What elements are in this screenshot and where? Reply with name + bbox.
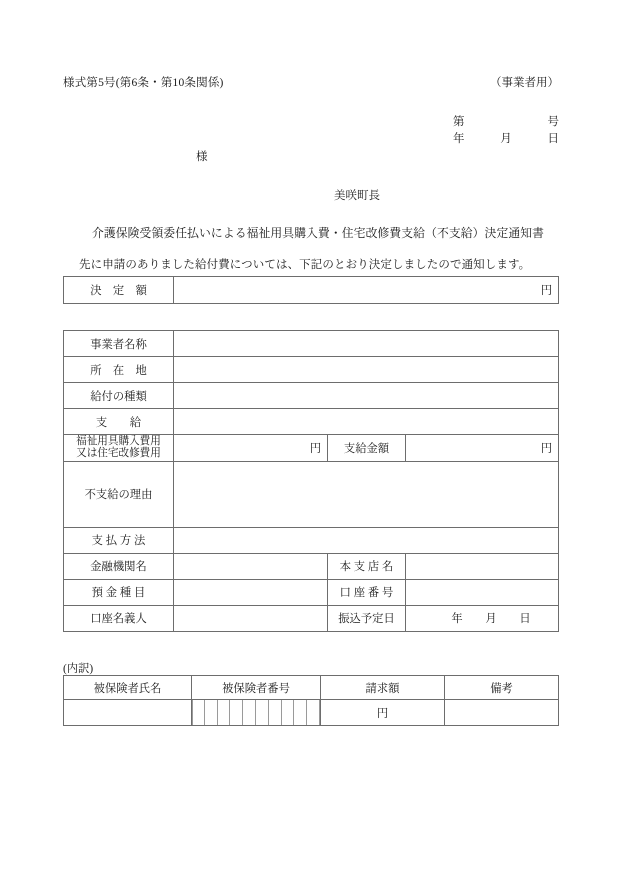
table-header-row	[64, 676, 559, 700]
decision-amount-label: 決 定 額	[64, 277, 174, 304]
cost-label-line2: 又は住宅改修費用	[76, 447, 161, 459]
remarks-header: 備考	[445, 676, 559, 700]
transfer-date-value[interactable]	[406, 605, 559, 631]
table-row	[64, 605, 559, 631]
table-row	[64, 409, 559, 435]
payment-value[interactable]	[174, 409, 559, 435]
account-number-value[interactable]	[406, 579, 559, 605]
insured-number-value[interactable]	[192, 700, 321, 726]
decision-amount-unit: 円	[540, 285, 552, 297]
insured-number-header: 被保険者番号	[192, 676, 321, 700]
cost-amount-unit: 円	[309, 442, 321, 455]
bank-name-label: 金融機関名	[64, 553, 174, 579]
decision-amount-value[interactable]	[174, 277, 559, 304]
issuer-name: 美咲町長	[334, 190, 380, 202]
document-number-line	[453, 113, 559, 129]
insured-number-cell-grid	[192, 700, 320, 725]
insured-number-digit-box[interactable]	[243, 700, 256, 725]
table-row	[64, 700, 559, 726]
table-row	[64, 553, 559, 579]
address-label: 所 在 地	[64, 357, 174, 383]
transfer-date-month: 月	[485, 613, 497, 626]
account-holder-value[interactable]	[174, 605, 328, 631]
table-row	[64, 331, 559, 357]
payment-method-label: 支 払 方 法	[64, 527, 174, 553]
insured-number-digit-box[interactable]	[282, 700, 295, 725]
payment-label: 支 給	[64, 409, 174, 435]
insured-name-header: 被保険者氏名	[64, 676, 192, 700]
table-row	[64, 383, 559, 409]
transfer-date-label: 振込予定日	[328, 605, 406, 631]
document-date-year: 年	[453, 133, 465, 145]
business-name-value[interactable]	[174, 331, 559, 357]
document-number-prefix: 第	[453, 116, 465, 128]
insured-number-digit-box[interactable]	[218, 700, 231, 725]
table-row	[64, 527, 559, 553]
transfer-date-fields	[406, 610, 558, 626]
branch-name-label: 本 支 店 名	[328, 553, 406, 579]
decision-amount-table	[63, 276, 559, 304]
transfer-date-day: 日	[519, 613, 531, 626]
cost-label	[64, 435, 174, 462]
insured-number-digit-box[interactable]	[269, 700, 282, 725]
benefit-type-value[interactable]	[174, 383, 559, 409]
table-row	[64, 435, 559, 462]
table-row	[64, 579, 559, 605]
breakdown-title: (内訳)	[63, 663, 94, 675]
granted-amount-label: 支給金額	[328, 435, 406, 462]
detail-table	[63, 330, 559, 632]
table-row	[64, 277, 559, 304]
claim-amount-header: 請求額	[321, 676, 445, 700]
transfer-date-year: 年	[451, 613, 463, 626]
granted-amount-value[interactable]	[406, 435, 559, 462]
insured-number-digit-box[interactable]	[307, 700, 320, 725]
lead-paragraph: 先に申請のありました給付費については、下記のとおり決定しましたので通知します。	[79, 259, 531, 271]
form-number: 様式第5号(第6条・第10条関係)	[63, 77, 224, 89]
non-payment-reason-label: 不支給の理由	[64, 461, 174, 527]
non-payment-reason-value[interactable]	[174, 461, 559, 527]
table-row	[64, 461, 559, 527]
table-row	[64, 357, 559, 383]
insured-number-digit-box[interactable]	[294, 700, 307, 725]
insured-number-digit-box[interactable]	[230, 700, 243, 725]
bank-name-value[interactable]	[174, 553, 328, 579]
insured-number-digit-box[interactable]	[192, 700, 205, 725]
document-number-suffix: 号	[547, 116, 559, 128]
business-name-label: 事業者名称	[64, 331, 174, 357]
document-title: 介護保険受領委任払いによる福祉用具購入費・住宅改修費支給（不支給）決定通知書	[91, 226, 545, 240]
document-date-day: 日	[547, 133, 559, 145]
cost-amount-value[interactable]	[174, 435, 328, 462]
addressee-honorific: 様	[196, 151, 208, 163]
claim-amount-unit: 円	[376, 707, 389, 720]
insured-number-digit-box[interactable]	[256, 700, 269, 725]
remarks-value[interactable]	[445, 700, 559, 726]
document-date-month: 月	[500, 133, 512, 145]
account-holder-label: 口座名義人	[64, 605, 174, 631]
intended-for-label: （事業者用）	[490, 77, 559, 89]
insured-number-digit-box[interactable]	[205, 700, 218, 725]
benefit-type-label: 給付の種類	[64, 383, 174, 409]
address-value[interactable]	[174, 357, 559, 383]
insured-name-value[interactable]	[64, 700, 192, 726]
payment-method-value[interactable]	[174, 527, 559, 553]
account-type-label: 預 金 種 目	[64, 579, 174, 605]
account-number-label: 口 座 番 号	[328, 579, 406, 605]
claim-amount-value[interactable]	[321, 700, 445, 726]
branch-name-value[interactable]	[406, 553, 559, 579]
document-date-line	[453, 130, 559, 146]
cost-label-line1: 福祉用具購入費用	[76, 436, 161, 447]
granted-amount-unit: 円	[540, 442, 552, 455]
breakdown-table	[63, 675, 559, 726]
account-type-value[interactable]	[174, 579, 328, 605]
